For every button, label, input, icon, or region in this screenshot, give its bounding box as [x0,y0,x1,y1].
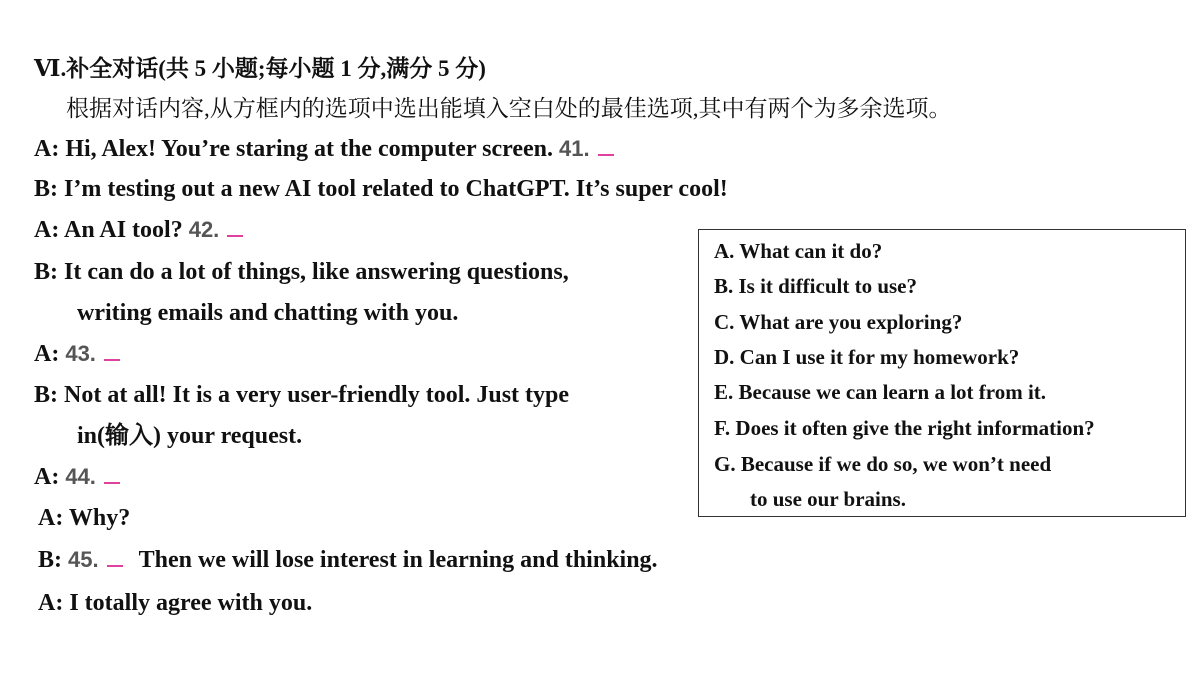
dialogue-line [77,298,458,328]
dialogue-text: An AI tool? [64,217,183,243]
dialogue-text: Why? [68,505,131,531]
dialogue-text: in(输入) your request. [77,423,303,449]
option-g-continuation: to use our brains. [750,487,906,511]
dialogue-line [34,134,614,164]
dialogue-text: I’m testing out a new AI tool related to ChatGPT. It’s super cool! [64,176,728,202]
speaker-label: A: [34,217,60,243]
answer-blank[interactable] [107,545,123,567]
question-number: 43. [65,341,96,366]
dialogue-line [38,503,130,533]
section-instruction: 根据对话内容,从方框内的选项中选出能填入空白处的最佳选项,其中有两个为多余选项。 [66,96,952,121]
speaker-label: A: [34,341,60,367]
speaker-label: A: [38,505,64,531]
speaker-label: B: [34,382,58,408]
dialogue-text: I totally agree with you. [69,590,313,616]
speaker-label: B: [34,259,58,285]
answer-blank[interactable] [598,134,614,156]
dialogue-line [34,462,120,492]
dialogue-line [34,380,569,410]
question-number: 41. [559,136,590,161]
dialogue-text: Hi, Alex! You’re staring at the computer screen. [65,136,554,162]
dialogue-line [34,339,120,369]
dialogue-line [34,215,243,245]
dialogue-line [38,545,658,575]
speaker-label: B: [38,547,62,573]
options-box [698,229,1186,517]
dialogue-text: It can do a lot of things, like answering questions, [64,259,569,285]
answer-blank[interactable] [227,215,243,237]
dialogue-line [34,174,728,204]
question-number: 45. [68,547,99,572]
speaker-label: A: [34,136,60,162]
answer-blank[interactable] [104,339,120,361]
question-number: 44. [65,464,96,489]
answer-blank[interactable] [104,462,120,484]
section-title: Ⅵ.补全对话(共 5 小题;每小题 1 分,满分 5 分) [34,56,486,81]
speaker-label: A: [34,464,60,490]
speaker-label: B: [34,176,58,202]
option-b: B. Is it difficult to use? [714,274,918,298]
option-c: C. What are you exploring? [714,310,963,334]
option-d: D. Can I use it for my homework? [714,345,1020,369]
speaker-label: A: [38,590,64,616]
option-f: F. Does it often give the right information? [714,416,1095,440]
option-e: E. Because we can learn a lot from it. [714,380,1047,404]
dialogue-line [34,257,569,287]
option-g: G. Because if we do so, we won’t need [714,452,1052,476]
dialogue-line [38,588,312,618]
dialogue-text: writing emails and chatting with you. [77,300,459,326]
question-number: 42. [188,217,220,242]
dialogue-line [77,421,302,451]
option-a: A. What can it do? [714,239,883,263]
dialogue-text: Not at all! It is a very user-friendly tool. Just type [64,382,570,408]
dialogue-text: Then we will lose interest in learning and thinking. [138,547,658,573]
